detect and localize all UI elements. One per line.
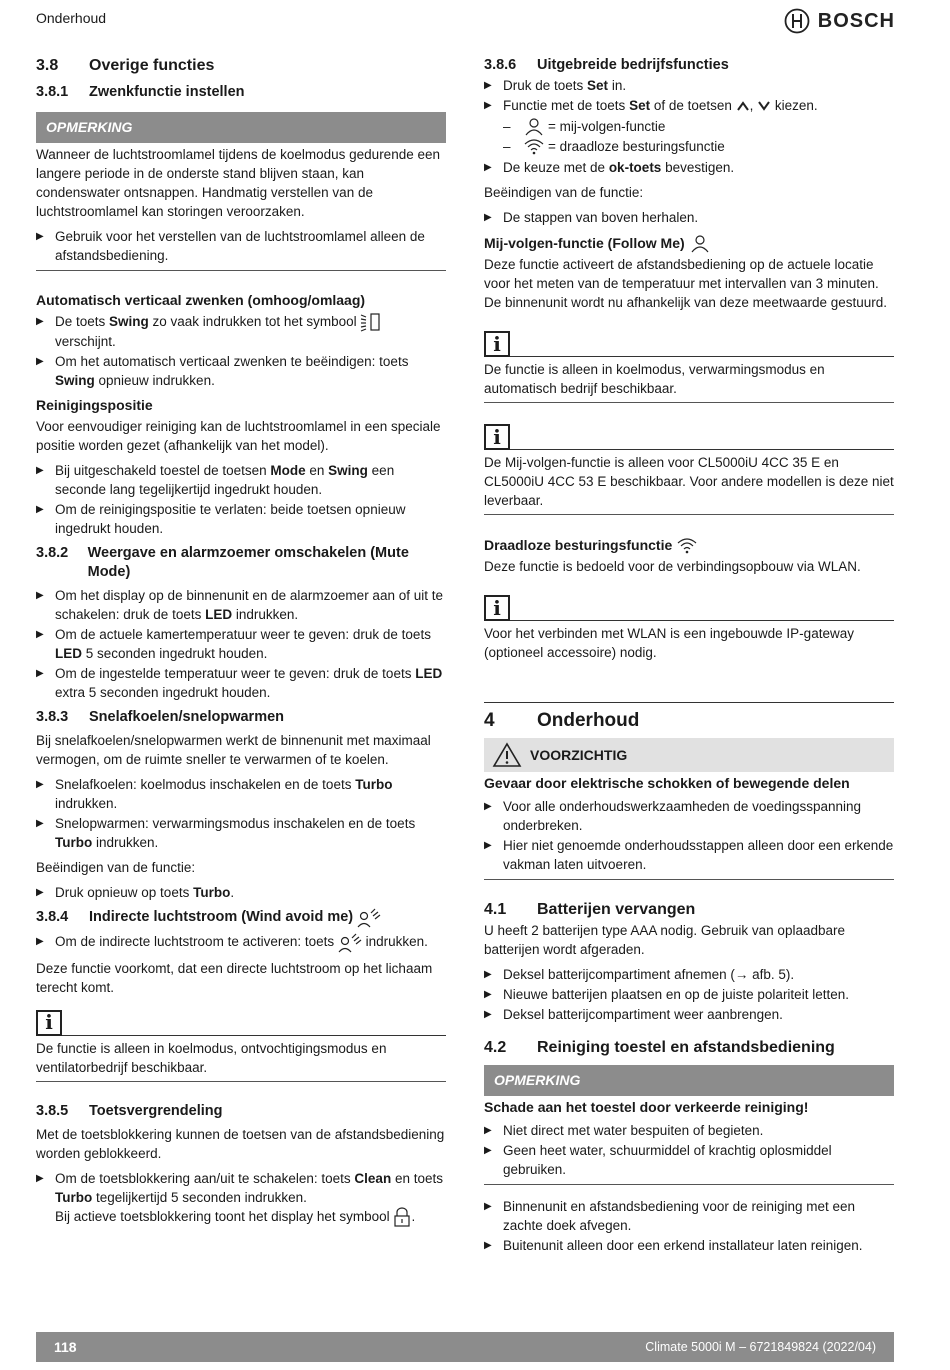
list-item: ▶ Om het display op de binnenunit en de alarmzoemer aan of uit te schakelen: druk de toets LED indrukken. xyxy=(36,586,446,624)
right-column xyxy=(484,56,894,1261)
info-box-header xyxy=(484,330,894,357)
list-item: ▶ De keuze met de ok-toets bevestigen. xyxy=(484,158,894,177)
list-item: ▶ Druk opnieuw op toets Turbo. xyxy=(36,883,446,902)
list-item: ▶ Buitenunit alleen door een erkend installateur laten reinigen. xyxy=(484,1236,894,1255)
list-item: ▶ De toets Swing zo vaak indrukken tot het symbool verschijnt. xyxy=(36,312,446,351)
paragraph: Deze functie activeert de afstandsbediening op de actuele locatie voor het meten van de temperatuur met intervallen van 3 minuten. De binnenunit wordt nu afhankelijk van deze meetwaarde gestuurd. xyxy=(484,257,888,310)
info-box xyxy=(36,1039,446,1082)
paragraph: Beëindigen van de functie: xyxy=(484,185,644,200)
info-icon: i xyxy=(484,331,510,357)
info-box xyxy=(484,453,894,515)
brand-name: BOSCH xyxy=(817,9,895,32)
subsection-number: 3.8.5 xyxy=(36,1102,69,1119)
paragraph: U heeft 2 batterijen type AAA nodig. Gebruik van oplaadbare batterijen wordt afgeraden. xyxy=(484,923,845,957)
section-title: Reiniging toestel en afstandsbediening xyxy=(537,1039,835,1056)
chapter-heading xyxy=(484,702,894,730)
list-item: ▶ Deksel batterijcompartiment weer aanbrengen. xyxy=(484,1005,894,1024)
lock-icon xyxy=(393,1207,411,1227)
chapter-title: Onderhoud xyxy=(537,710,640,731)
paragraph: Deze functie is bedoeld voor de verbindingsopbouw via WLAN. xyxy=(484,559,861,574)
list-item: ▶ Om de indirecte luchtstroom te activeren: toets indrukken. xyxy=(36,932,446,952)
section-title: Overige functies xyxy=(89,57,215,74)
info-box xyxy=(484,624,894,662)
info-icon: i xyxy=(484,595,510,621)
subsection-title: Uitgebreide bedrijfsfuncties xyxy=(537,57,729,73)
list-item: ▶ Hier niet genoemde onderhoudsstappen alleen door een erkende vakman laten uitvoeren. xyxy=(484,836,894,874)
list-item: ▶ Functie met de toets Set of de toetsen , kiezen. xyxy=(484,96,894,115)
section-heading xyxy=(484,900,894,919)
person-icon xyxy=(523,116,545,136)
subsection-title: Toetsvergrendeling xyxy=(89,1102,223,1119)
chapter-number: 4 xyxy=(484,710,495,731)
warning-title: Gevaar door elektrische schokken of bewegende delen xyxy=(484,775,850,791)
wind-avoid-icon xyxy=(338,933,362,953)
list-item: ▶ De stappen van boven herhalen. xyxy=(484,208,894,227)
header-section: Onderhoud xyxy=(36,10,107,26)
list-item: ▶ Nieuwe batterijen plaatsen en op de juiste polariteit letten. xyxy=(484,985,894,1004)
info-box-header xyxy=(484,423,894,450)
list-item: ▶ Snelafkoelen: koelmodus inschakelen en de toets Turbo indrukken. xyxy=(36,775,446,813)
subsection-heading xyxy=(36,708,446,727)
subsection-number: 3.8.2 xyxy=(36,545,69,562)
paragraph: Beëindigen van de functie: xyxy=(36,860,196,876)
info-text: Voor het verbinden met WLAN is een ingebouwde IP-gateway (optioneel accessoire) nodig. xyxy=(484,626,854,660)
subsection-title: Zwenkfunctie instellen xyxy=(89,84,245,100)
section-number: 4.2 xyxy=(484,1039,507,1056)
subsection-number: 3.8.3 xyxy=(36,709,69,726)
info-box-header xyxy=(36,1009,446,1036)
paragraph-heading: Draadloze besturingsfunctie xyxy=(484,535,894,555)
notice-banner: OPMERKING xyxy=(36,112,446,143)
wind-avoid-icon xyxy=(357,908,381,928)
warning-icon xyxy=(492,742,522,768)
page-footer xyxy=(36,1332,894,1362)
subsection-number: 3.8.4 xyxy=(36,909,69,926)
section-number: 3.8 xyxy=(36,57,59,74)
section-heading xyxy=(36,56,446,75)
paragraph: Bij snelafkoelen/snelopwarmen werkt de binnenunit met maximaal vermogen, om de ruimte sneller te verwarmen of te koelen. xyxy=(36,733,431,768)
notice-bullet: ▶ Gebruik voor het verstellen van de luchtstroomlamel alleen de afstandsbediening. xyxy=(36,227,446,265)
down-chevron-icon xyxy=(757,100,771,112)
document-id: Climate 5000i M – 6721849824 (2022/04) xyxy=(645,1339,876,1354)
notice-text: Wanneer de luchtstroomlamel tijdens de koelmodus gedurende een langere periode in de onderste stand blijven staan, kan condenswater ontsnappen. Handmatig verstellen van de luchtstroomlamel kan storingen veroorzaken. xyxy=(36,147,440,219)
list-item: ▶ Snelopwarmen: verwarmingsmodus inschakelen en de toets Turbo indrukken. xyxy=(36,814,446,852)
notice-box xyxy=(36,145,446,271)
subsection-heading xyxy=(36,544,446,582)
bosch-logo-icon xyxy=(784,8,810,34)
notice-banner: OPMERKING xyxy=(484,1065,894,1096)
info-text: De functie is alleen in koelmodus, ontvochtigingsmodus en ventilatorbedrijf beschikbaar. xyxy=(36,1040,387,1075)
subsection-heading xyxy=(484,56,894,75)
subsection-heading xyxy=(36,908,446,928)
section-number: 4.1 xyxy=(484,901,507,918)
page-number: 118 xyxy=(54,1338,77,1355)
list-item: ▶ Binnenunit en afstandsbediening voor de reiniging met een zachte doek afvegen. xyxy=(484,1197,894,1235)
section-heading xyxy=(484,1038,894,1057)
subsection-heading xyxy=(36,83,446,102)
notice-box xyxy=(484,1098,894,1185)
wifi-icon xyxy=(523,136,545,156)
list-item: ▶ Om de reinigingspositie te verlaten: beide toetsen opnieuw ingedrukt houden. xyxy=(36,500,446,538)
paragraph-heading: Automatisch verticaal zwenken (omhoog/omlaag) xyxy=(36,292,366,308)
paragraph: Met de toetsblokkering kunnen de toetsen van de afstandsbediening worden geblokkeerd. xyxy=(36,1126,445,1161)
paragraph-heading: Mij-volgen-functie (Follow Me) xyxy=(484,233,894,253)
swing-icon xyxy=(360,312,382,332)
list-item: ▶ Deksel batterijcompartiment afnemen (→ afb. 5). xyxy=(484,965,894,984)
list-item: ▶ Niet direct met water bespuiten of begieten. xyxy=(484,1121,894,1140)
list-item: ▶ Om de toetsblokkering aan/uit te schakelen: toets Clean en toets Turbo tegelijkertijd 5 seconden indrukken. Bij actieve toetsblokkering toont het display het symbool . xyxy=(36,1169,446,1227)
info-icon: i xyxy=(484,424,510,450)
warning-label: VOORZICHTIG xyxy=(530,746,628,763)
subsection-number: 3.8.1 xyxy=(36,84,69,100)
list-item: ▶ Voor alle onderhoudswerkzaamheden de voedingsspanning onderbreken. xyxy=(484,797,894,835)
info-text: De functie is alleen in koelmodus, verwarmingsmodus en automatisch bedrijf beschikbaar. xyxy=(484,362,825,396)
subsection-number: 3.8.6 xyxy=(484,57,517,73)
list-item: ▶ Druk de toets Set in. xyxy=(484,76,894,95)
list-item: ▶ Om het automatisch verticaal zwenken te beëindigen: toets Swing opnieuw indrukken. xyxy=(36,352,446,390)
list-item: ▶ Om de actuele kamertemperatuur weer te geven: druk de toets LED 5 seconden ingedrukt houden. xyxy=(36,625,446,663)
list-item: ▶ Om de ingestelde temperatuur weer te geven: druk de toets LED extra 5 seconden ingedrukt houden. xyxy=(36,664,446,702)
subsection-title: Snelafkoelen/snelopwarmen xyxy=(89,709,285,726)
wifi-icon xyxy=(676,535,698,555)
up-chevron-icon xyxy=(736,100,750,112)
subsection-title: Weergave en alarmzoemer omschakelen (Mute Mode) xyxy=(87,545,409,581)
list-item: ▶ Bij uitgeschakeld toestel de toetsen Mode en Swing een seconde lang tegelijkertijd ingedrukt houden. xyxy=(36,461,446,499)
list-item: ▶ Geen heet water, schuurmiddel of krachtig oplosmiddel gebruiken. xyxy=(484,1141,894,1179)
info-box xyxy=(484,360,894,403)
info-icon: i xyxy=(36,1010,62,1036)
paragraph: Deze functie voorkomt, dat een directe luchtstroom op het lichaam terecht komt. xyxy=(36,960,433,995)
left-column xyxy=(36,56,446,1233)
info-text: De Mij-volgen-functie is alleen voor CL5000iU 4CC 35 E en CL5000iU 4CC 53 E beschikbaar. Voor andere modellen is deze niet leverbaar. xyxy=(484,455,894,508)
paragraph-heading: Reinigingspositie xyxy=(36,397,153,414)
subsection-heading xyxy=(36,1102,446,1121)
info-box-header xyxy=(484,594,894,621)
notice-title: Schade aan het toestel door verkeerde reiniging! xyxy=(484,1099,809,1115)
list-item: – = mij-volgen-functie xyxy=(503,116,894,136)
warning-box xyxy=(484,774,894,880)
list-item: – = draadloze besturingsfunctie xyxy=(503,136,894,156)
warning-banner xyxy=(484,738,894,772)
section-title: Batterijen vervangen xyxy=(537,901,696,918)
paragraph: Voor eenvoudiger reiniging kan de luchtstroomlamel in een speciale positie worden gezet (afhankelijk van het model). xyxy=(36,419,441,454)
bosch-logo xyxy=(784,8,895,34)
person-icon xyxy=(689,233,711,253)
subsection-title: Indirecte luchtstroom (Wind avoid me) xyxy=(89,909,354,926)
